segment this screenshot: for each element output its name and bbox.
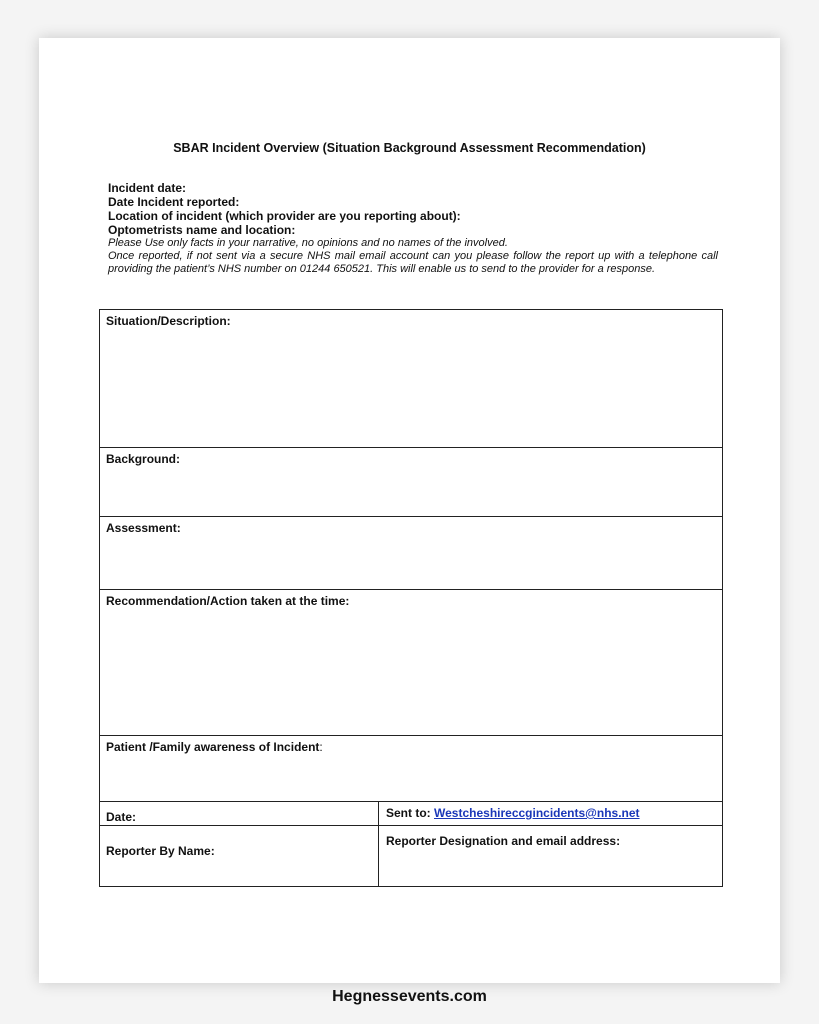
sbar-form <box>99 309 723 887</box>
date-reported-field: Date Incident reported: <box>108 195 240 209</box>
assessment-label: Assessment: <box>106 521 181 535</box>
bottom-divider <box>378 801 379 886</box>
awareness-section[interactable] <box>100 735 722 801</box>
document-page <box>39 38 780 983</box>
reporter-designation-label: Reporter Designation and email address: <box>386 834 621 848</box>
sent-to-email-link[interactable]: Westcheshireccgincidents@nhs.net <box>434 806 640 820</box>
assessment-section[interactable] <box>100 516 722 589</box>
reporter-name-label: Reporter By Name: <box>106 844 215 858</box>
optometrist-field: Optometrists name and location: <box>108 223 296 237</box>
situation-label: Situation/Description: <box>106 314 231 328</box>
date-label: Date: <box>106 810 137 824</box>
recommendation-section[interactable] <box>100 589 722 735</box>
background-label: Background: <box>106 452 181 466</box>
document-title: SBAR Incident Overview (Situation Background Assessment Recommendation) <box>173 141 646 155</box>
site-watermark: Hegnessevents.com <box>332 988 487 1005</box>
reporting-note: Once reported, if not sent via a secure NHS mail email account can you please follow the report up with a telephone call providing the patient’s NHS number on 01244 650521. This will enable us to send to the provider for a response. <box>108 250 718 275</box>
awareness-label-text: Patient /Family awareness of Incident <box>106 740 320 754</box>
date-row-divider <box>100 825 378 826</box>
sent-to-label: Sent to: <box>386 806 431 820</box>
awareness-colon: : <box>319 740 323 754</box>
recommendation-label: Recommendation/Action taken at the time: <box>106 594 350 608</box>
location-field: Location of incident (which provider are you reporting about): <box>108 209 461 223</box>
awareness-label <box>106 740 323 754</box>
sent-to-field <box>386 806 640 820</box>
header-fields <box>108 181 718 276</box>
sent-row-divider <box>378 825 722 826</box>
background-section[interactable] <box>100 447 722 516</box>
facts-note: Please Use only facts in your narrative, no opinions and no names of the involved. <box>108 237 508 249</box>
incident-date-field: Incident date: <box>108 181 187 195</box>
situation-section[interactable] <box>100 310 722 447</box>
